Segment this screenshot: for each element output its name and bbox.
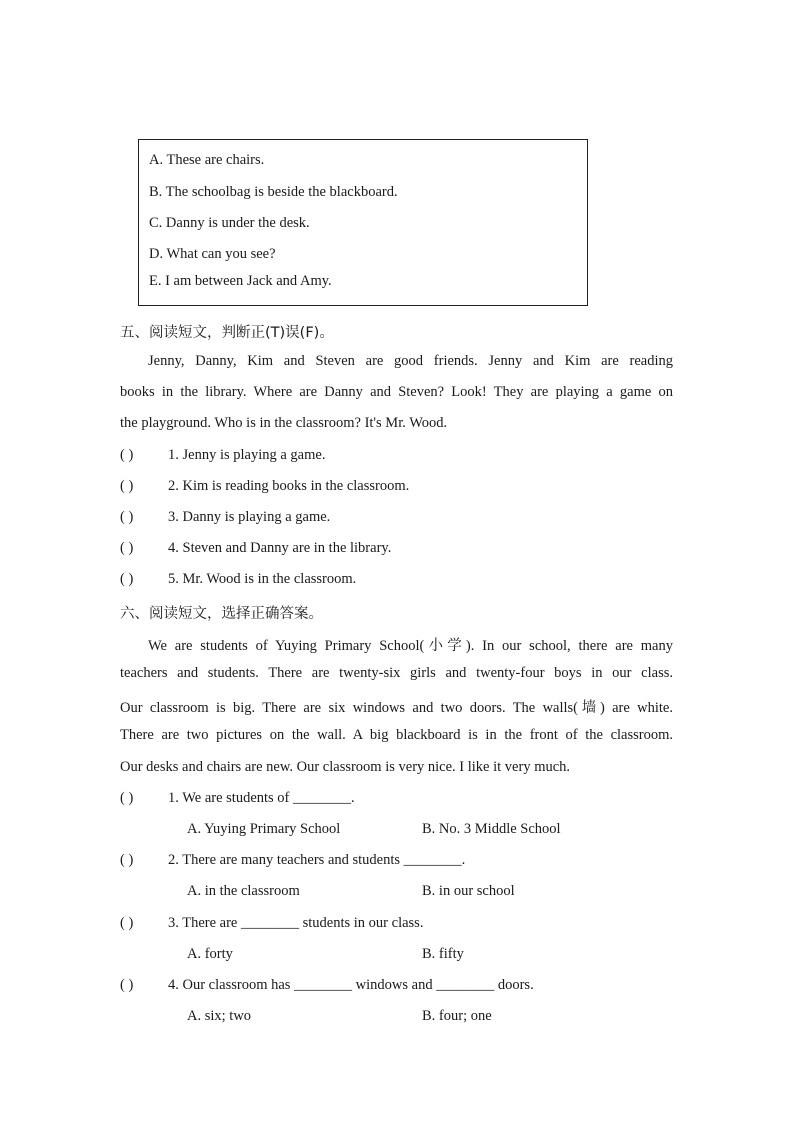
section5-question-3: 3. Danny is playing a game. bbox=[168, 509, 331, 525]
section6-heading: 六、阅读短文，选择正确答案。 bbox=[120, 606, 323, 622]
answer-blank[interactable]: ( ) bbox=[120, 790, 134, 806]
section5-question-4: 4. Steven and Danny are in the library. bbox=[168, 540, 392, 556]
section6-passage-line-4: There are two pictures on the wall. A big blackboard is in the front of the classroom. bbox=[120, 727, 673, 743]
section6-q1-option-b: B. No. 3 Middle School bbox=[422, 821, 561, 837]
answer-blank[interactable]: ( ) bbox=[120, 478, 134, 494]
section6-q3-option-b: B. fifty bbox=[422, 946, 464, 962]
answer-blank[interactable]: ( ) bbox=[120, 977, 134, 993]
section6-q3-option-a: A. forty bbox=[187, 946, 233, 962]
option-e: E. I am between Jack and Amy. bbox=[149, 273, 332, 289]
section6-q2-option-b: B. in our school bbox=[422, 883, 515, 899]
section6-q2-option-a: A. in the classroom bbox=[187, 883, 300, 899]
section5-passage-line-2: books in the library. Where are Danny and Steven? Look! They are playing a game on bbox=[120, 384, 673, 400]
option-d: D. What can you see? bbox=[149, 246, 276, 262]
answer-blank[interactable]: ( ) bbox=[120, 540, 134, 556]
answer-blank[interactable]: ( ) bbox=[120, 571, 134, 587]
section6-question-2: 2. There are many teachers and students ________. bbox=[168, 852, 466, 868]
section6-passage-line-2: teachers and students. There are twenty-six girls and twenty-four boys in our class. bbox=[120, 665, 673, 681]
option-b: B. The schoolbag is beside the blackboard. bbox=[149, 184, 398, 200]
answer-blank[interactable]: ( ) bbox=[120, 915, 134, 931]
answer-blank[interactable]: ( ) bbox=[120, 447, 134, 463]
section6-q4-option-b: B. four; one bbox=[422, 1008, 492, 1024]
options-box bbox=[138, 139, 588, 306]
answer-blank[interactable]: ( ) bbox=[120, 509, 134, 525]
section6-passage-line-1: We are students of Yuying Primary School(小学). In our school, there are many bbox=[148, 638, 673, 654]
answer-blank[interactable]: ( ) bbox=[120, 852, 134, 868]
section5-question-5: 5. Mr. Wood is in the classroom. bbox=[168, 571, 357, 587]
section5-heading: 五、阅读短文，判断正(T)误(F)。 bbox=[120, 325, 334, 341]
section6-passage-line-5: Our desks and chairs are new. Our classroom is very nice. I like it very much. bbox=[120, 759, 571, 775]
option-c: C. Danny is under the desk. bbox=[149, 215, 310, 231]
section5-passage-line-3: the playground. Who is in the classroom? It's Mr. Wood. bbox=[120, 415, 448, 431]
section6-question-3: 3. There are ________ students in our class. bbox=[168, 915, 424, 931]
section6-question-4: 4. Our classroom has ________ windows and ________ doors. bbox=[168, 977, 534, 993]
section6-q4-option-a: A. six; two bbox=[187, 1008, 252, 1024]
section5-question-1: 1. Jenny is playing a game. bbox=[168, 447, 326, 463]
section6-passage-line-3: Our classroom is big. There are six windows and two doors. The walls(墙) are white. bbox=[120, 700, 673, 716]
section5-passage-line-1: Jenny, Danny, Kim and Steven are good friends. Jenny and Kim are reading bbox=[148, 353, 673, 369]
section6-question-1: 1. We are students of ________. bbox=[168, 790, 355, 806]
section5-question-2: 2. Kim is reading books in the classroom. bbox=[168, 478, 410, 494]
section6-q1-option-a: A. Yuying Primary School bbox=[187, 821, 341, 837]
option-a: A. These are chairs. bbox=[149, 152, 265, 168]
